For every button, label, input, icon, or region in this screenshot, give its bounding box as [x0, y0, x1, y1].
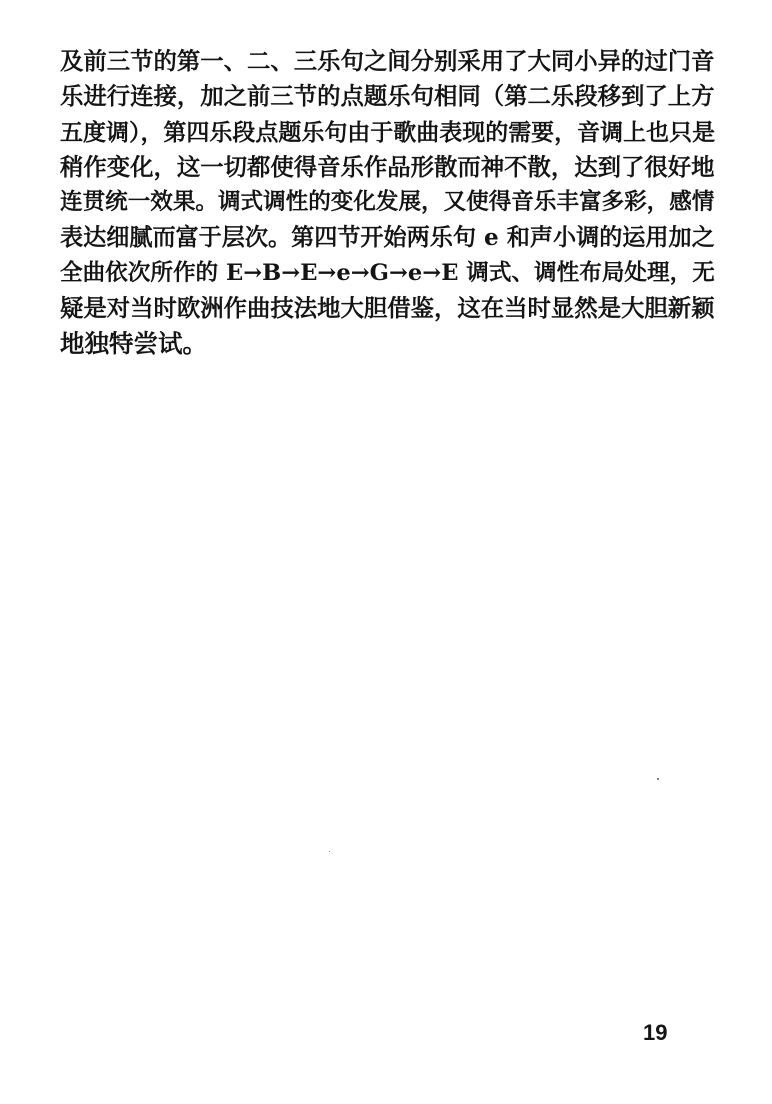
text-line: 表达细腻而富于层次。第四节开始两乐句 e 和声小调的运用加之 [60, 224, 715, 252]
body-paragraph [60, 44, 715, 362]
text-line: 连贯统一效果。调式调性的变化发展，又使得音乐丰富多彩，感情 [60, 189, 715, 216]
text-line: 地独特尝试。 [60, 329, 207, 359]
text-line: 稍作变化，这一切都使得音乐作品形散而神不散，达到了很好地 [60, 152, 715, 181]
text-line: 五度调），第四乐段点题乐句由于歌曲表现的需要，音调上也只是 [60, 118, 716, 146]
page-number: 19 [643, 1020, 668, 1045]
text-line: 乐进行连接，加之前三节的点题乐句相同（第二乐段移到了上方 [60, 82, 715, 111]
scan-speck [329, 851, 330, 852]
text-line: 疑是对当时欧洲作曲技法地大胆借鉴，这在当时显然是大胆新颖 [60, 294, 715, 323]
scan-speck [657, 778, 659, 780]
text-line: 及前三节的第一、二、三乐句之间分别采用了大同小异的过门音 [60, 47, 715, 75]
text-line: 全曲依次所作的 E→B→E→e→G→e→E 调式、调性布局处理，无 [60, 259, 715, 286]
